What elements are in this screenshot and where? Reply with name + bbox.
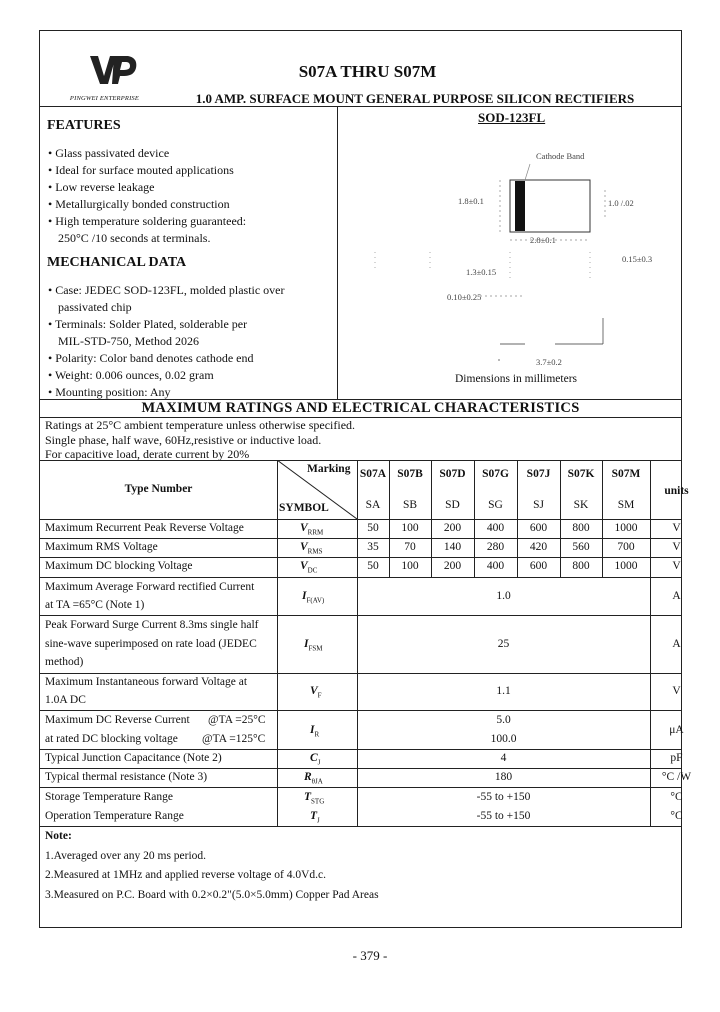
- row-label: Maximum Average Forward rectified Current: [45, 581, 255, 593]
- list-item: • Weight: 0.006 ounces, 0.02 gram: [48, 368, 214, 382]
- list-item: • Terminals: Solder Plated, solderable per: [48, 317, 248, 331]
- condition-line: Single phase, half wave, 60Hz,resistive or inductive load.: [45, 432, 322, 447]
- unit-vf: V: [672, 685, 681, 697]
- marking-label: Marking: [307, 463, 351, 475]
- symbol-vf: $V_F$: [310, 685, 322, 700]
- package-outline-drawing: [340, 140, 678, 370]
- symbol-tj: $T_J$: [310, 810, 320, 825]
- value-ir-25c: 5.0: [496, 714, 511, 726]
- row-condition: @TA =25°C: [208, 714, 266, 726]
- part-number-header: S07D: [439, 468, 466, 480]
- value-vrrm: 100: [401, 522, 419, 534]
- note-item: 3.Measured on P.C. Board with 0.2×0.2"(5.0×5.0mm) Copper Pad Areas: [45, 889, 379, 901]
- notes-heading: Note:: [45, 830, 72, 842]
- row-label: Typical thermal resistance (Note 3): [45, 771, 208, 783]
- type-number-label: Type Number: [124, 483, 193, 495]
- row-label: Operation Temperature Range: [45, 810, 184, 822]
- marking-code: SD: [445, 499, 460, 511]
- unit-tj: °C: [670, 810, 683, 822]
- note-item: 2.Measured at 1MHz and applied reverse voltage of 4.0Vd.c.: [45, 869, 327, 881]
- part-number-header: S07J: [526, 468, 551, 480]
- value-tj: -55 to +150: [476, 810, 531, 822]
- row-label: Typical Junction Capacitance (Note 2): [45, 752, 222, 764]
- symbol-tstg: $T_{STG}$: [304, 791, 325, 806]
- dim-height: 1.8±0.1: [458, 196, 484, 206]
- symbol-rth: $R_{\theta JA}$: [304, 771, 323, 786]
- part-number-header: S07M: [611, 468, 641, 480]
- value-cj: 4: [500, 752, 507, 764]
- part-number-header: S07G: [482, 468, 509, 480]
- units-label: units: [664, 485, 689, 497]
- symbol-vrrm: $V_{RRM}$: [300, 522, 324, 537]
- unit-vdc: V: [672, 560, 681, 572]
- page-subtitle: 1.0 AMP. SURFACE MOUNT GENERAL PURPOSE SILICON RECTIFIERS: [195, 91, 635, 106]
- symbol-ir: $I_R$: [310, 724, 320, 739]
- condition-line: For capacitive load, derate current by 20%: [45, 447, 250, 461]
- dim-lead-width: 1.3±0.15: [466, 267, 497, 277]
- row-label: Maximum RMS Voltage: [45, 541, 158, 553]
- list-item: • Metallurgically bonded construction: [48, 197, 230, 211]
- unit-cj: pF: [670, 752, 683, 764]
- value-vrms: 560: [572, 541, 590, 553]
- row-label: 1.0A DC: [45, 694, 86, 706]
- list-item: • Case: JEDEC SOD-123FL, molded plastic over: [48, 283, 285, 297]
- value-ir-125c: 100.0: [490, 733, 517, 745]
- page-number: - 379 -: [352, 948, 388, 963]
- value-vrrm: 50: [367, 522, 379, 534]
- value-ifav: 1.0: [496, 590, 511, 602]
- package-name: SOD-123FL: [478, 110, 546, 125]
- marking-code: SG: [488, 499, 503, 511]
- marking-code: SK: [573, 499, 589, 511]
- logo-text: PINGWEI ENTERPRISE: [69, 95, 140, 102]
- unit-ifav: A: [672, 590, 681, 602]
- value-vrms: 700: [617, 541, 635, 553]
- marking-code: SA: [365, 499, 381, 511]
- list-item: passivated chip: [58, 300, 132, 314]
- row-label: Maximum DC blocking Voltage: [45, 560, 193, 572]
- condition-line: Ratings at 25°C ambient temperature unless otherwise specified.: [45, 418, 356, 432]
- cathode-band-label: Cathode Band: [536, 151, 585, 161]
- row-label: Maximum Instantaneous forward Voltage at: [45, 676, 248, 688]
- row-condition: @TA =125°C: [202, 733, 266, 745]
- company-logo: [86, 52, 142, 90]
- value-rth: 180: [494, 771, 513, 783]
- list-item: MIL-STD-750, Method 2026: [58, 334, 199, 348]
- features-heading: FEATURES: [47, 118, 121, 133]
- list-item: • High temperature soldering guaranteed:: [48, 214, 247, 228]
- part-number-header: S07B: [397, 468, 423, 480]
- value-vrrm: 800: [572, 522, 590, 534]
- mechanical-heading: MECHANICAL DATA: [47, 255, 187, 270]
- page-title: S07A THRU S07M: [298, 62, 437, 81]
- value-vrrm: 1000: [614, 522, 638, 534]
- dim-lead-thickness: 0.15±0.3: [622, 254, 653, 264]
- value-vrms: 35: [367, 541, 379, 553]
- dim-length: 2.8±0.1: [530, 235, 556, 245]
- value-vdc: 50: [367, 560, 379, 572]
- value-vrrm: 200: [443, 522, 462, 534]
- ratings-heading: MAXIMUM RATINGS AND ELECTRICAL CHARACTERISTICS: [141, 400, 580, 416]
- row-label: at TA =65°C (Note 1): [45, 599, 145, 611]
- marking-code: SM: [617, 499, 635, 511]
- logo-mark-icon: [86, 52, 142, 88]
- list-item: • Ideal for surface mouted applications: [48, 163, 234, 177]
- note-item: 1.Averaged over any 20 ms period.: [45, 850, 207, 862]
- value-vrms: 420: [529, 541, 548, 553]
- row-label: Maximum DC Reverse Current: [45, 714, 190, 726]
- list-item: • Low reverse leakage: [48, 180, 155, 194]
- unit-rth: °C /W: [661, 771, 692, 783]
- symbol-label: SYMBOL: [279, 502, 329, 514]
- unit-vrms: V: [672, 541, 681, 553]
- dim-total: 3.7±0.2: [536, 357, 562, 367]
- value-vdc: 1000: [614, 560, 638, 572]
- mechanical-list: [48, 282, 285, 401]
- value-vf: 1.1: [496, 685, 511, 697]
- row-label: method): [45, 656, 84, 668]
- symbol-vdc: $V_{DC}$: [300, 560, 318, 575]
- dim-right: 1.0 /.02: [608, 198, 634, 208]
- symbol-cj: $C_J$: [310, 752, 321, 767]
- value-vdc: 400: [486, 560, 505, 572]
- marking-code: SB: [402, 499, 418, 511]
- cathode-band: [515, 181, 525, 231]
- symbol-vrms: $V_{RMS}$: [300, 541, 323, 556]
- value-vdc: 100: [401, 560, 419, 572]
- unit-ifsm: A: [672, 638, 681, 650]
- value-vrrm: 400: [486, 522, 505, 534]
- value-vrms: 280: [486, 541, 505, 553]
- marking-code: SJ: [533, 499, 544, 511]
- row-label: Storage Temperature Range: [45, 791, 173, 803]
- list-item: • Mounting position: Any: [48, 385, 171, 399]
- row-label: Peak Forward Surge Current 8.3ms single half: [45, 619, 259, 631]
- dimensions-caption: Dimensions in millimeters: [455, 373, 578, 385]
- value-vrms: 70: [404, 541, 416, 553]
- value-vdc: 800: [572, 560, 590, 572]
- unit-tstg: °C: [670, 791, 683, 803]
- value-vrms: 140: [443, 541, 462, 553]
- value-ifsm: 25: [497, 638, 510, 650]
- value-vdc: 600: [529, 560, 548, 572]
- ratings-conditions: [45, 418, 355, 462]
- part-number-header: S07A: [359, 468, 387, 480]
- features-list: [48, 145, 246, 247]
- unit-vrrm: V: [672, 522, 681, 534]
- row-label: at rated DC blocking voltage: [45, 733, 178, 745]
- value-vdc: 200: [443, 560, 462, 572]
- value-vrrm: 600: [529, 522, 548, 534]
- row-label: sine-wave superimposed on rate load (JEDEC: [45, 638, 257, 650]
- symbol-ifav: $I_{F(AV)}$: [302, 590, 325, 605]
- list-item: • Polarity: Color band denotes cathode end: [48, 351, 254, 365]
- list-item: 250°C /10 seconds at terminals.: [58, 231, 211, 245]
- row-label: Maximum Recurrent Peak Reverse Voltage: [45, 522, 244, 534]
- dim-lead-gap: 0.10±0.25: [447, 292, 482, 302]
- value-tstg: -55 to +150: [476, 791, 531, 803]
- unit-ir: μA: [669, 724, 684, 736]
- symbol-ifsm: $I_{FSM}$: [304, 638, 323, 653]
- part-number-header: S07K: [567, 468, 595, 480]
- list-item: • Glass passivated device: [48, 146, 170, 160]
